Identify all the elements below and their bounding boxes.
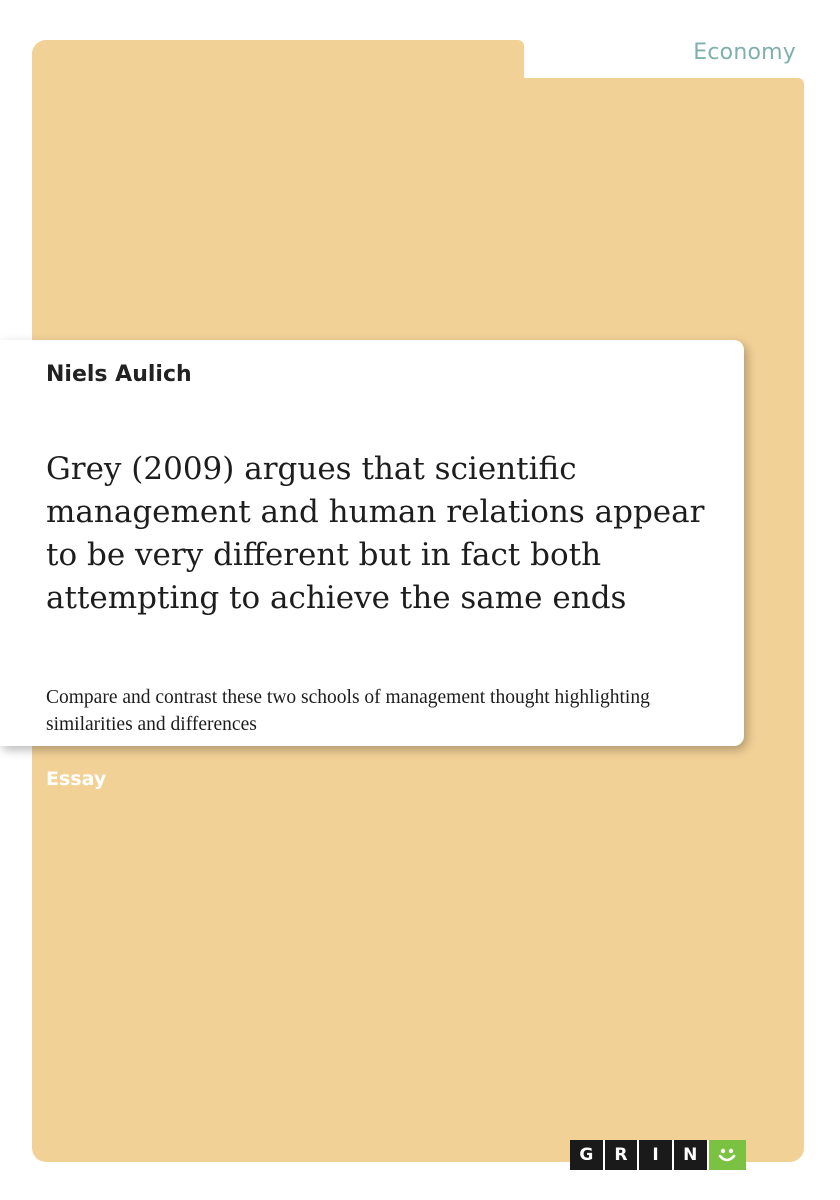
logo-letter-n: N (674, 1140, 707, 1170)
book-subtitle: Compare and contrast these two schools of management thought highlighting similarities and differences (46, 687, 650, 735)
genre-label: Essay (46, 768, 107, 790)
book-title: Grey (2009) argues that scientific management and human relations appear to be very different but in fact both attempting to achieve the same ends (46, 451, 705, 616)
logo-letter-g: G (570, 1140, 603, 1170)
smiley-icon (709, 1140, 747, 1170)
category-label: Economy (693, 40, 796, 65)
publisher-logo (570, 1140, 746, 1170)
logo-letter-i: I (639, 1140, 672, 1170)
logo-letter-r: R (605, 1140, 638, 1170)
author-name: Niels Aulich (46, 362, 192, 387)
